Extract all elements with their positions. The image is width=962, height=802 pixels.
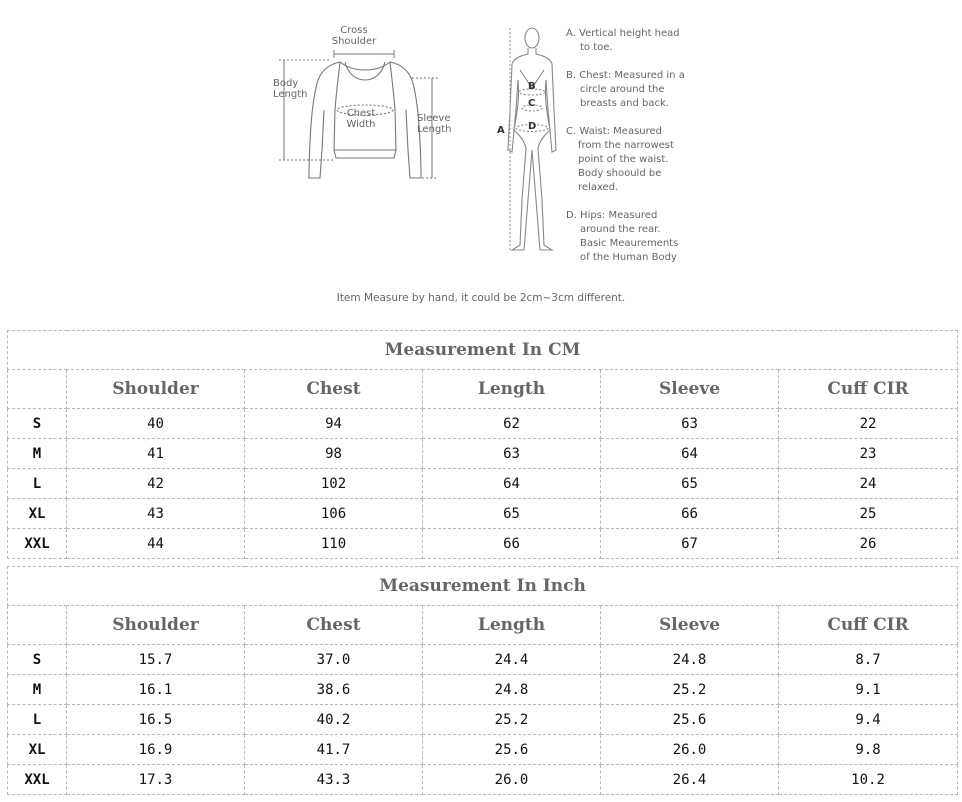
value-cell: 25 xyxy=(779,499,958,529)
note-hips-line3: Basic Meaurements xyxy=(580,238,679,249)
value-cell: 10.2 xyxy=(779,765,958,795)
cross-shoulder-line1: Cross xyxy=(340,25,368,36)
value-cell: 44 xyxy=(67,529,245,559)
human-body-icon xyxy=(508,28,556,250)
table-row xyxy=(8,529,958,559)
value-cell: 65 xyxy=(423,499,601,529)
value-cell: 8.7 xyxy=(779,645,958,675)
value-cell: 41.7 xyxy=(245,735,423,765)
value-cell: 40.2 xyxy=(245,705,423,735)
value-cell: 43.3 xyxy=(245,765,423,795)
note-waist-line3: point of the waist. xyxy=(578,154,669,165)
chest-width-line1: Chest xyxy=(346,108,376,119)
note-waist xyxy=(566,125,706,195)
table-row xyxy=(8,499,958,529)
note-height-line2: to toe. xyxy=(580,42,613,53)
inch-header-size xyxy=(8,606,67,645)
note-height-line1: A. Vertical height head xyxy=(566,28,680,39)
cm-header-length: Length xyxy=(423,370,601,409)
cross-shoulder-line2: Shoulder xyxy=(331,36,377,47)
inch-table-title: Measurement In Inch xyxy=(8,567,958,606)
value-cell: 26.0 xyxy=(423,765,601,795)
value-cell: 65 xyxy=(601,469,779,499)
size-cell: XL xyxy=(8,499,67,529)
letter-d: D xyxy=(528,121,537,132)
chest-width-label xyxy=(339,108,383,130)
value-cell: 38.6 xyxy=(245,675,423,705)
value-cell: 63 xyxy=(601,409,779,439)
value-cell: 24.8 xyxy=(601,645,779,675)
value-cell: 26.4 xyxy=(601,765,779,795)
table-row xyxy=(8,675,958,705)
value-cell: 16.5 xyxy=(67,705,245,735)
inch-size-table xyxy=(7,566,958,795)
value-cell: 66 xyxy=(423,529,601,559)
value-cell: 26 xyxy=(779,529,958,559)
table-row xyxy=(8,705,958,735)
cross-shoulder-label xyxy=(329,25,379,47)
note-waist-line5: relaxed. xyxy=(578,182,619,193)
size-cell: XXL xyxy=(8,529,67,559)
note-chest-line1: B. Chest: Measured in a xyxy=(566,70,685,81)
inch-header-sleeve: Sleeve xyxy=(601,606,779,645)
note-hips xyxy=(566,209,706,265)
value-cell: 67 xyxy=(601,529,779,559)
value-cell: 16.1 xyxy=(67,675,245,705)
value-cell: 106 xyxy=(245,499,423,529)
note-waist-line4: Body shoould be xyxy=(578,168,662,179)
sleeve-length-label xyxy=(417,113,461,135)
body-length-line2: Length xyxy=(273,89,308,100)
value-cell: 64 xyxy=(601,439,779,469)
value-cell: 94 xyxy=(245,409,423,439)
value-cell: 9.1 xyxy=(779,675,958,705)
value-cell: 64 xyxy=(423,469,601,499)
chest-width-line2: Width xyxy=(346,119,376,130)
table-row xyxy=(8,765,958,795)
size-cell: L xyxy=(8,469,67,499)
value-cell: 22 xyxy=(779,409,958,439)
inch-table-header-row xyxy=(8,606,958,645)
note-hips-line4: of the Human Body xyxy=(580,252,677,263)
body-length-label xyxy=(273,78,317,100)
value-cell: 66 xyxy=(601,499,779,529)
table-row xyxy=(8,469,958,499)
measure-disclaimer: Item Measure by hand, it could be 2cm~3cm different. xyxy=(336,292,626,304)
value-cell: 98 xyxy=(245,439,423,469)
value-cell: 25.6 xyxy=(423,735,601,765)
size-cell: M xyxy=(8,439,67,469)
sleeve-length-line1: Sleeve xyxy=(417,113,451,124)
letter-b: B xyxy=(528,81,536,92)
value-cell: 24.8 xyxy=(423,675,601,705)
table-row xyxy=(8,645,958,675)
cm-table-caption-row xyxy=(8,331,958,370)
table-row xyxy=(8,409,958,439)
note-height xyxy=(566,27,706,55)
sleeve-length-line2: Length xyxy=(417,124,452,135)
size-cell: XXL xyxy=(8,765,67,795)
value-cell: 41 xyxy=(67,439,245,469)
size-cell: XL xyxy=(8,735,67,765)
inch-header-shoulder: Shoulder xyxy=(67,606,245,645)
value-cell: 63 xyxy=(423,439,601,469)
inch-header-chest: Chest xyxy=(245,606,423,645)
inch-header-length: Length xyxy=(423,606,601,645)
note-chest-line3: breasts and back. xyxy=(580,98,669,109)
size-cell: S xyxy=(8,409,67,439)
cm-header-size xyxy=(8,370,67,409)
measurement-diagram xyxy=(0,0,962,320)
size-cell: S xyxy=(8,645,67,675)
letter-c: C xyxy=(528,98,536,109)
inch-table-caption-row xyxy=(8,567,958,606)
value-cell: 9.8 xyxy=(779,735,958,765)
size-cell: L xyxy=(8,705,67,735)
value-cell: 110 xyxy=(245,529,423,559)
value-cell: 25.2 xyxy=(601,675,779,705)
value-cell: 9.4 xyxy=(779,705,958,735)
value-cell: 24.4 xyxy=(423,645,601,675)
value-cell: 23 xyxy=(779,439,958,469)
cm-size-table xyxy=(7,330,958,559)
value-cell: 26.0 xyxy=(601,735,779,765)
size-cell: M xyxy=(8,675,67,705)
value-cell: 15.7 xyxy=(67,645,245,675)
cm-header-shoulder: Shoulder xyxy=(67,370,245,409)
value-cell: 17.3 xyxy=(67,765,245,795)
body-length-line1: Body xyxy=(273,78,299,89)
note-chest xyxy=(566,69,706,111)
value-cell: 42 xyxy=(67,469,245,499)
value-cell: 24 xyxy=(779,469,958,499)
cm-header-cuff: Cuff CIR xyxy=(779,370,958,409)
cm-table-title: Measurement In CM xyxy=(8,331,958,370)
value-cell: 40 xyxy=(67,409,245,439)
value-cell: 25.6 xyxy=(601,705,779,735)
value-cell: 43 xyxy=(67,499,245,529)
diagram-drawing xyxy=(0,0,962,300)
cm-table-header-row xyxy=(8,370,958,409)
note-waist-line2: from the narrowest xyxy=(578,140,674,151)
inch-header-cuff: Cuff CIR xyxy=(779,606,958,645)
value-cell: 37.0 xyxy=(245,645,423,675)
cm-header-chest: Chest xyxy=(245,370,423,409)
value-cell: 25.2 xyxy=(423,705,601,735)
value-cell: 16.9 xyxy=(67,735,245,765)
table-row xyxy=(8,735,958,765)
note-waist-line1: C. Waist: Measured xyxy=(566,126,663,137)
value-cell: 62 xyxy=(423,409,601,439)
table-row xyxy=(8,439,958,469)
note-hips-line1: D. Hips: Measured xyxy=(566,210,658,221)
letter-a: A xyxy=(497,125,505,136)
value-cell: 102 xyxy=(245,469,423,499)
cm-header-sleeve: Sleeve xyxy=(601,370,779,409)
note-chest-line2: circle around the xyxy=(580,84,665,95)
note-hips-line2: around the rear. xyxy=(580,224,661,235)
